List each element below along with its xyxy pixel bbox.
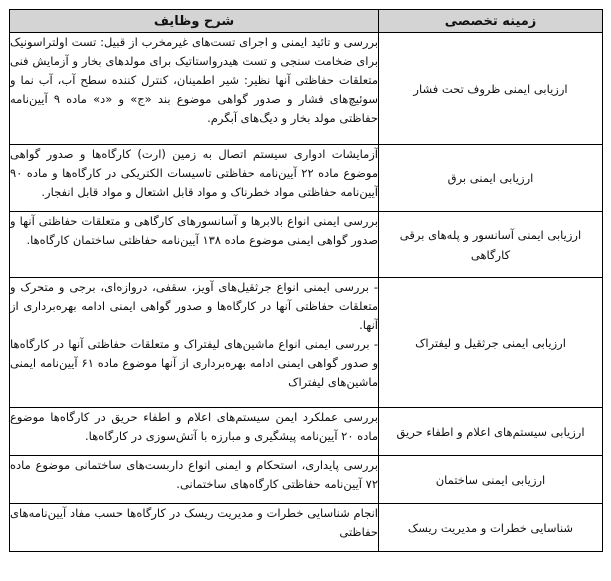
description-text: - بررسی ایمنی انواع جرثقیل‌های آویز، سقفی، دروازه‌ای، برجی و متحرک و متعلقات حفاظتی آنها در کارگاه‌ها و صدور گواهی ایمنی ادامه بهره‌برداری از آنها. xyxy=(10,280,378,332)
description-text: بررسی عملکرد ایمن سیستم‌های اعلام و اطفاء حریق در کارگاه‌ها موضوع ماده ۲۰ آیین‌نامه پیشگیری و مبارزه با آتش‌سوزی در کارگاه‌ها. xyxy=(10,410,378,443)
description-cell xyxy=(10,408,379,456)
description-cell xyxy=(10,278,379,408)
description-cell xyxy=(10,145,379,212)
description-cell xyxy=(10,33,379,145)
header-description: شرح وظایف xyxy=(10,10,379,33)
field-cell: ارزیابی ایمنی برق xyxy=(379,145,603,212)
table-row xyxy=(10,212,603,278)
description-cell xyxy=(10,456,379,504)
field-cell: ارزیابی ایمنی ساختمان xyxy=(379,456,603,504)
field-cell: شناسایی خطرات و مدیریت ریسک xyxy=(379,504,603,552)
description-text: انجام شناسایی خطرات و مدیریت ریسک در کارگاه‌ها حسب مفاد آیین‌نامه‌های حفاظتی xyxy=(10,506,378,539)
description-text: - بررسی ایمنی انواع ماشین‌های لیفتراک و متعلقات حفاظتی آنها در کارگاه‌ها و صدور گواهی ایمنی ادامه بهره‌برداری از آنها موضوع ماده ۶۱ آیین‌نامه ایمنی ماشین‌های لیفتراک xyxy=(10,337,379,389)
field-cell: ارزیابی سیستم‌های اعلام و اطفاء حریق xyxy=(379,408,603,456)
description-cell xyxy=(10,504,379,552)
field-cell: ارزیابی ایمنی جرثقیل و لیفتراک xyxy=(379,278,603,408)
description-text: بررسی ایمنی انواع بالابرها و آسانسورهای کارگاهی و متعلقات حفاظتی آنها و صدور گواهی ایمنی موضوع ماده ۱۳۸ آیین‌نامه حفاظتی ساختمان کارگاه‌ها. xyxy=(10,214,378,247)
table-row xyxy=(10,278,603,408)
description-text: آزمایشات ادواری سیستم اتصال به زمین (ارت) کارگاه‌ها و صدور گواهی موضوع ماده ۲۲ آیین‌نامه حفاظتی تاسیسات الکتریکی در کارگاه‌ها و ماده ۹۰ آیین‌نامه حفاظتی مواد خطرناک و مواد قابل اشتعال و مواد قابل انفجار. xyxy=(10,147,379,199)
duties-table xyxy=(9,9,603,552)
header-row xyxy=(10,10,603,33)
description-cell xyxy=(10,212,379,278)
table-row xyxy=(10,408,603,456)
table-row xyxy=(10,504,603,552)
table-row xyxy=(10,33,603,145)
description-text: بررسی پایداری، استحکام و ایمنی انواع داربست‌های ساختمانی موضوع ماده ۷۲ آیین‌نامه حفاظتی کارگاه‌های ساختمانی. xyxy=(10,458,378,491)
field-cell: ارزیابی ایمنی آسانسور و پله‌های برقی کارگاهی xyxy=(379,212,603,278)
description-text: بررسی و تائید ایمنی و اجرای تست‌های غیرمخرب از قبیل: تست اولتراسونیک برای ضخامت سنجی و تست هیدرواستاتیک برای مولدهای بخار و آزمایش فنی متعلقات حفاظتی آنها نظیر: شیر اطمینان، کنترل کننده سطح آب، آب نما و سوئیچ‌های فشار و صدور گواهی موضوع بند «ج» و «د» ماده ۹ آیین‌نامه حفاظتی مولد بخار و دیگ‌های آبگرم. xyxy=(10,35,378,125)
header-field: زمینه تخصصی xyxy=(379,10,603,33)
field-cell: ارزیابی ایمنی ظروف تحت فشار xyxy=(379,33,603,145)
table-row xyxy=(10,145,603,212)
table-row xyxy=(10,456,603,504)
